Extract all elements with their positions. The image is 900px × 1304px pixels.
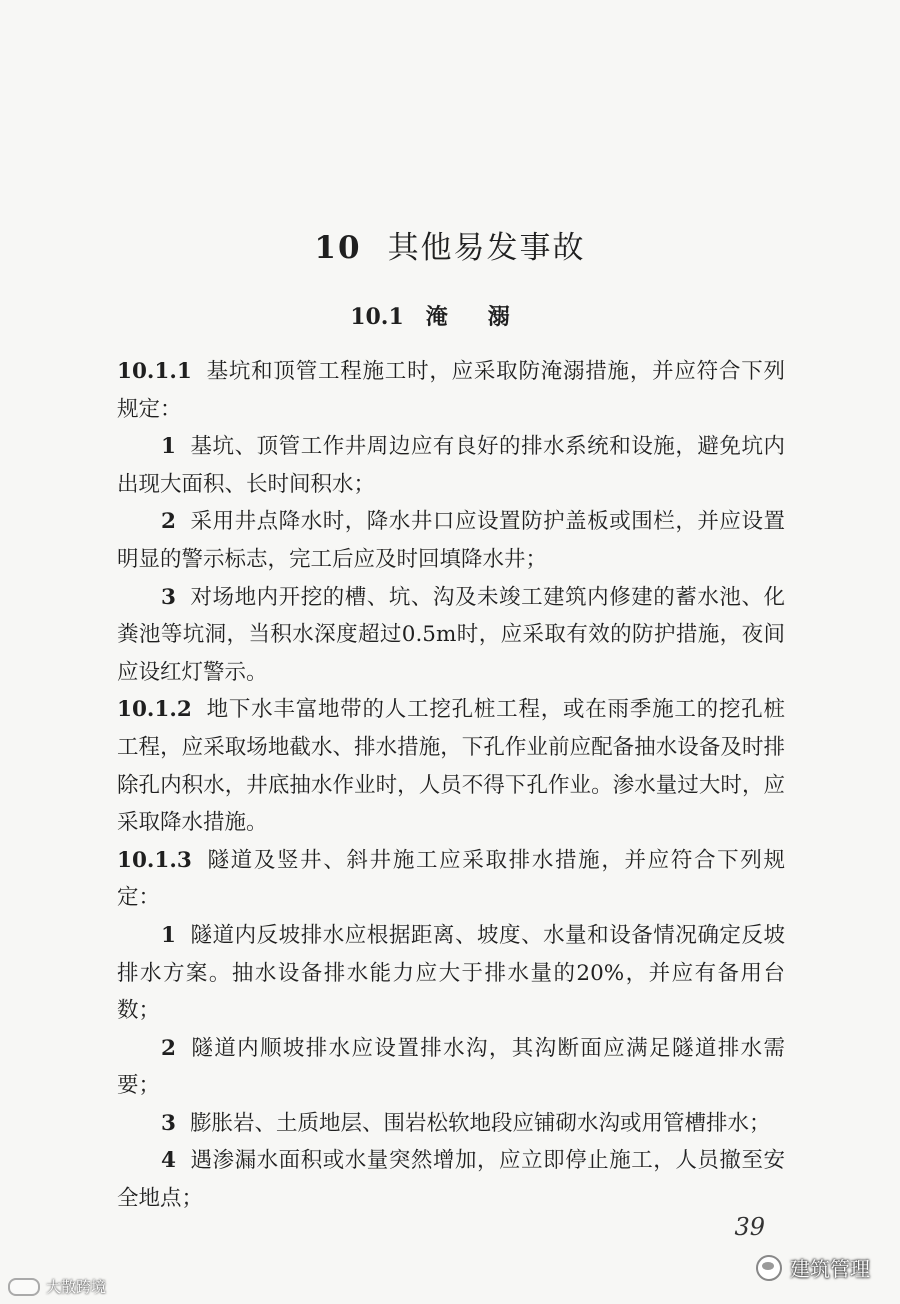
chapter-number: 10 (314, 230, 362, 266)
page-number: 39 (734, 1213, 765, 1241)
item-number: 2 (161, 509, 176, 535)
watermark-brand (756, 1253, 870, 1282)
item-number: 1 (161, 922, 176, 948)
item-number: 3 (161, 584, 176, 610)
section-name: 淹溺 (425, 304, 550, 330)
chapter-title (0, 222, 900, 267)
item-text: 隧道内顺坡排水应设置排水沟，其沟断面应满足隧道排水需要； (117, 1035, 785, 1099)
list-item (117, 428, 785, 503)
item-text: 基坑、顶管工作井周边应有良好的排水系统和设施，避免坑内出现大面积、长时间积水； (117, 434, 785, 497)
item-text: 隧道内反坡排水应根据距离、坡度、水量和设备情况确定反坡排水方案。抽水设备排水能力应大于排水量的20%，并应有备用台数； (117, 922, 785, 1024)
list-item (117, 1142, 785, 1217)
chapter-name: 其他易发事故 (387, 230, 586, 266)
section-number: 10.1 (350, 304, 404, 330)
clause-text: 基坑和顶管工程施工时，应采取防淹溺措施，并应符合下列规定： (117, 359, 785, 422)
watermark-source (8, 1276, 106, 1297)
item-text: 对场地内开挖的槽、坑、沟及未竣工建筑内修建的蓄水池、化粪池等坑洞，当积水深度超过0.5m时，应采取有效的防护措施，夜间应设红灯警示。 (117, 584, 785, 685)
watermark-left-text: 大散跨境 (46, 1278, 107, 1296)
clause-10-1-3 (117, 842, 785, 917)
section-title (0, 300, 900, 331)
item-text: 膨胀岩、土质地层、围岩松软地段应铺砌水沟或用管槽排水； (189, 1110, 771, 1136)
clause-10-1-1 (117, 353, 785, 428)
item-number: 1 (161, 434, 176, 460)
list-item (117, 917, 785, 1030)
list-item (117, 503, 785, 578)
item-text: 采用井点降水时，降水井口应设置防护盖板或围栏，并应设置明显的警示标志，完工后应及时回填降水井； (117, 509, 785, 572)
clause-text: 隧道及竖井、斜井施工应采取排水措施，并应符合下列规定： (117, 847, 785, 911)
wechat-icon (756, 1255, 782, 1281)
list-item (117, 1030, 785, 1105)
item-number: 4 (161, 1148, 176, 1174)
clause-number: 10.1.2 (117, 697, 192, 723)
list-item (117, 579, 785, 692)
watermark-text: 建筑管理 (790, 1257, 870, 1281)
body-text (117, 353, 785, 1218)
item-number: 2 (161, 1035, 176, 1061)
item-number: 3 (161, 1110, 176, 1136)
clause-10-1-2 (117, 691, 785, 841)
source-logo-icon (8, 1278, 40, 1296)
clause-number: 10.1.1 (117, 359, 192, 384)
item-text: 遇渗漏水面积或水量突然增加，应立即停止施工，人员撤至安全地点； (117, 1148, 785, 1212)
list-item (117, 1105, 785, 1143)
clause-text: 地下水丰富地带的人工挖孔桩工程，或在雨季施工的挖孔桩工程，应采取场地截水、排水措施，下孔作业前应配备抽水设备及时排除孔内积水，井底抽水作业时，人员不得下孔作业。渗水量过大时，应采取降水措施。 (117, 697, 785, 836)
clause-number: 10.1.3 (117, 847, 192, 873)
